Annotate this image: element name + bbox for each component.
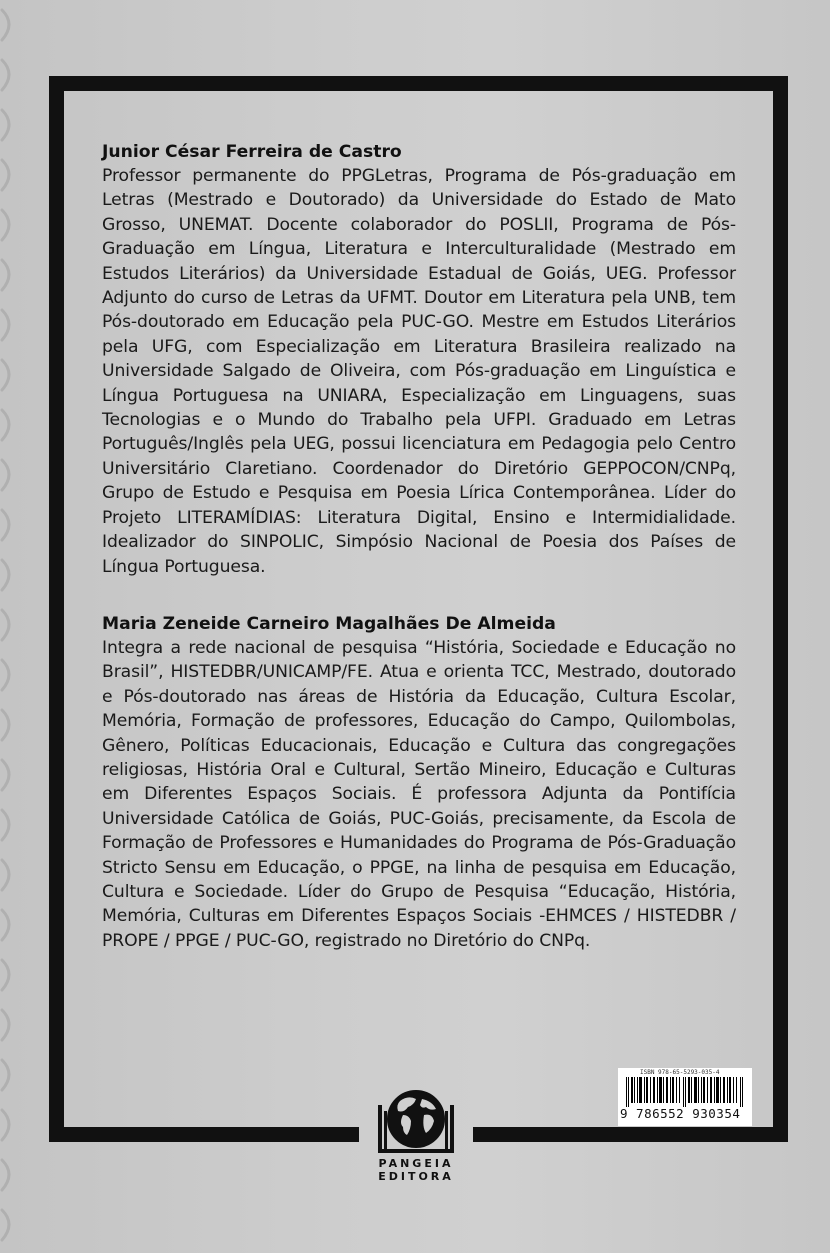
isbn-label: ISBN 978-65-5293-035-4 (640, 1069, 720, 1076)
author-bio-2 (102, 612, 736, 953)
barcode-bars (626, 1077, 744, 1107)
isbn-barcode (618, 1068, 752, 1126)
publisher-name-line1: PANGEIA (378, 1157, 454, 1170)
frame-top (49, 76, 788, 91)
globe-book-icon (370, 1083, 462, 1155)
author-bios (102, 140, 736, 986)
frame-bottom-left (49, 1127, 359, 1142)
frame-right (773, 76, 788, 1142)
publisher-name-line2: EDITORA (378, 1170, 454, 1183)
author-name: Maria Zeneide Carneiro Magalhães De Almeida (102, 613, 556, 634)
author-bio-1 (102, 140, 736, 579)
publisher-logo (370, 1083, 462, 1183)
edge-pattern-decoration (0, 0, 40, 1253)
frame-left (49, 76, 64, 1142)
frame-bottom-right (473, 1127, 788, 1142)
author-bio-text: Integra a rede nacional de pesquisa “História, Sociedade e Educação no Brasil”, HISTEDBR/UNICAMP/FE. Atua e orienta TCC, Mestrado, doutorado e Pós-doutorado nas áreas de História da Educação, Cultura Escolar, Memória, Formação de professores, Educação do Campo, Quilombolas, Gênero, Políticas Educacionais, Educação e Cultura das congregações religiosas, História Oral e Cultural, Sertão Mineiro, Educação e Culturas em Diferentes Espaços Sociais. É professora Adjunta da Pontifícia Universidade Católica de Goiás, PUC-Goiás, precisamente, da Escola de Formação de Professores e Humanidades do Programa de Pós-Graduação Stricto Sensu em Educação, o PPGE, na linha de pesquisa em Educação, Cultura e Sociedade. Líder do Grupo de Pesquisa “Educação, História, Memória, Culturas em Diferentes Espaços Sociais -EHMCES / HISTEDBR / PROPE / PPGE / PUC-GO, registrado no Diretório do CNPq. (102, 637, 736, 951)
author-name: Junior César Ferreira de Castro (102, 142, 402, 162)
isbn-digits: 9 786552 930354 (620, 1106, 741, 1121)
author-bio-text: Professor permanente do PPGLetras, Programa de Pós-graduação em Letras (Mestrado e Doutorado) da Universidade do Estado de Mato Grosso, UNEMAT. Docente colaborador do POSLII, Programa de Pós-Graduação em Língua, Literatura e Interculturalidade (Mestrado em Estudos Literários) da Universidade Estadual de Goiás, UEG. Professor Adjunto do curso de Letras da UFMT. Doutor em Literatura pela UNB, tem Pós-doutorado em Educação pela PUC-GO. Mestre em Estudos Literários pela UFG, com Especialização em Literatura Brasileira realizado na Universidade Salgado de Oliveira, com Pós-graduação em Linguística e Língua Portuguesa na UNIARA, Especialização em Linguagens, suas Tecnologias e o Mundo do Trabalho pela UFPI. Graduado em Letras Português/Inglês pela UEG, possui licenciatura em Pedagogia pelo Centro Universitário Claretiano. Coordenador do Diretório GEPPOCON/CNPq, Grupo de Estudo e Pesquisa em Poesia Lírica Contemporânea. Líder do Projeto LITERAMÍDIAS: Literatura Digital, Ensino e Intermidialidade. Idealizador do SINPOLIC, Simpósio Nacional de Poesia dos Países de Língua Portuguesa. (102, 166, 736, 577)
